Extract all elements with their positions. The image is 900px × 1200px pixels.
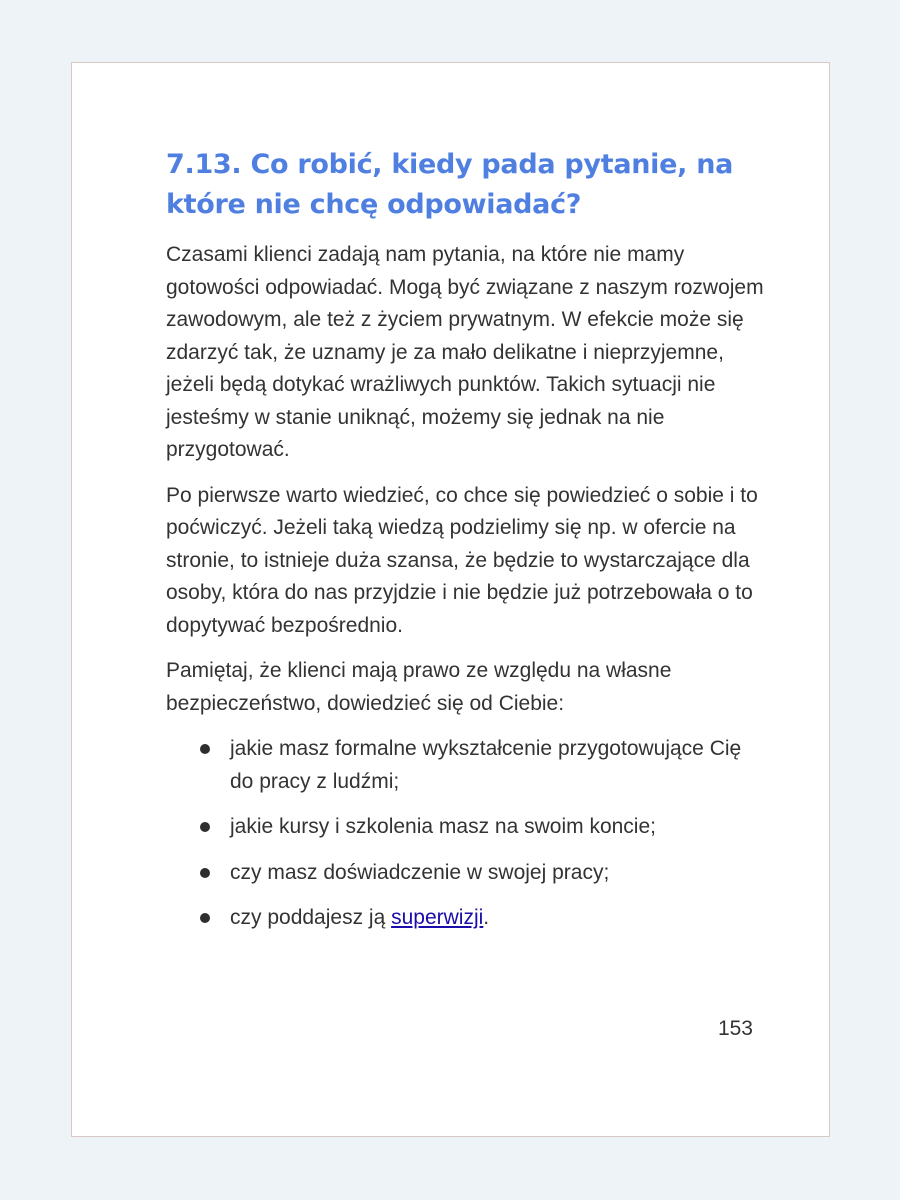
list-item-text: jakie kursy i szkolenia masz na swoim koncie; bbox=[230, 815, 656, 838]
list-item-text: czy masz doświadczenie w swojej pracy; bbox=[230, 860, 610, 884]
bullet-icon bbox=[200, 822, 210, 832]
page-number: 153 bbox=[717, 1017, 753, 1040]
list-item-text: jakie masz formalne wykształcenie przygotowujące Cię do pracy z ludźmi; bbox=[230, 737, 742, 793]
list-item bbox=[166, 902, 766, 935]
paragraph-1: Czasami klienci zadają nam pytania, na które nie mamy gotowości odpowiadać. Mogą być związane z naszym rozwojem zawodowym, ale też z życiem prywatnym. W efekcie może się zdarzyć tak, że uznamy je za mało delikatne i nieprzyjemne, jeżeli będą dotykać wrażliwych punktów. Takich sytuacji nie jesteśmy w stanie uniknąć, możemy się jednak na nie przygotować. bbox=[166, 243, 764, 461]
list-item bbox=[166, 733, 766, 798]
paragraph-3: Pamiętaj, że klienci mają prawo ze względu na własne bezpieczeństwo, dowiedzieć się od Ciebie: bbox=[166, 659, 672, 715]
bullet-icon bbox=[200, 744, 210, 754]
list-item-suffix: . bbox=[483, 906, 490, 929]
list-item-prefix: czy poddajesz ją bbox=[230, 906, 392, 929]
list-item bbox=[166, 811, 766, 844]
bullet-icon bbox=[200, 913, 210, 923]
bullet-list bbox=[166, 733, 766, 935]
section-heading: 7.13. Co robić, kiedy pada pytanie, na które nie chcę odpowiadać? bbox=[166, 149, 734, 220]
bullet-icon bbox=[200, 868, 210, 878]
page-content bbox=[166, 145, 766, 948]
superwizji-link[interactable]: superwizji bbox=[391, 906, 484, 929]
list-item bbox=[166, 857, 766, 890]
paragraph-2: Po pierwsze warto wiedzieć, co chce się powiedzieć o sobie i to poćwiczyć. Jeżeli taką wiedzą podzielimy się np. w ofercie na stronie, to istnieje duża szansa, że będzie to wystarczające dla osoby, która do nas przyjdzie i nie będzie już potrzebowała o to dopytywać bezpośrednio. bbox=[166, 483, 758, 637]
document-page bbox=[71, 62, 830, 1137]
